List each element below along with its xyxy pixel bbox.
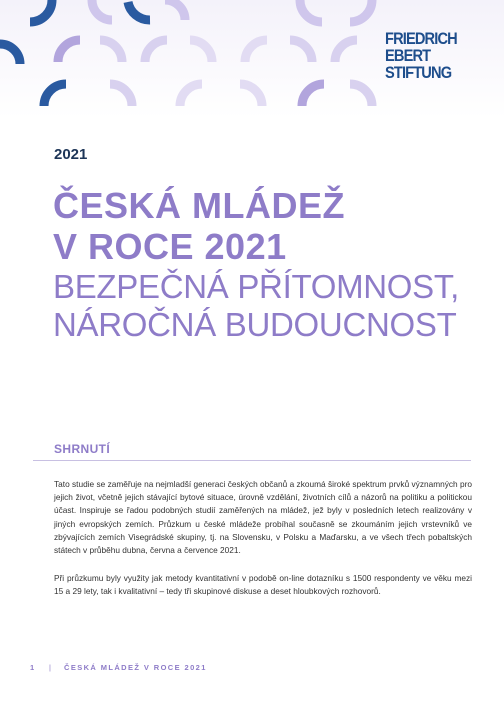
header-decoration	[0, 0, 504, 118]
arc-shape	[350, 84, 372, 106]
page-footer	[0, 663, 504, 677]
title-line: ČESKÁ MLÁDEŽ	[53, 185, 345, 226]
logo-line: EBERT	[385, 46, 431, 65]
subtitle-line: NÁROČNÁ BUDOUCNOST	[53, 306, 457, 343]
document-title	[53, 185, 483, 267]
fes-logo	[385, 30, 462, 81]
arc-shape	[100, 40, 122, 62]
arc-shape	[300, 0, 322, 22]
arc-shape	[44, 84, 66, 106]
summary-paragraph: Tato studie se zaměřuje na nejmladší generaci českých občanů a zkoumá široké spektrum prvků významných pro jejich život, včetně jejich stávající bytové situace, úrovně vzdělání, životních cílů a názorů na politiku a politickou účast. Inspiruje se řadou podobných studií zaměřených na mládež, jež byly v posledních letech realizovány v jiných evropských zemích. Průzkum u české mládeže probíhal současně se zkoumáním jejich vrstevníků ve zbývajících zemích Visegrádské skupiny, tj. na Slovensku, v Polsku a Maďarsku, a ve všech třech pobaltských státech v průběhu dubna, června a července 2021.	[54, 479, 472, 556]
summary-heading: SHRNUTÍ	[54, 442, 111, 456]
arc-shape	[128, 2, 150, 20]
subtitle-line: BEZPEČNÁ PŘÍTOMNOST,	[53, 268, 459, 305]
arc-shape	[110, 84, 132, 106]
publication-year: 2021	[54, 146, 88, 163]
document-subtitle	[53, 268, 493, 344]
section-divider	[33, 460, 471, 461]
page-number: 1	[30, 663, 36, 672]
arc-shape	[0, 44, 20, 64]
arc-shape	[190, 40, 212, 62]
logo-line: FRIEDRICH	[385, 29, 457, 48]
arc-shape	[245, 40, 267, 62]
running-title: ČESKÁ MLÁDEŽ V ROCE 2021	[64, 663, 207, 672]
arc-shape	[240, 84, 262, 106]
title-line: V ROCE 2021	[53, 226, 287, 267]
arc-shape	[335, 40, 357, 62]
arc-shape	[165, 0, 185, 20]
summary-paragraph: Při průzkumu byly využity jak metody kvantitativní v podobě on-line dotazníku s 1500 respondenty ve věku mezi 15 a 29 lety, tak i kvalitativní – tedy tři skupinové diskuse a deset hloubkových rozhovorů.	[54, 573, 472, 597]
arc-shape	[92, 0, 112, 20]
arc-shape	[350, 0, 372, 22]
logo-line: STIFTUNG	[385, 63, 452, 82]
arc-shape	[290, 40, 312, 62]
arc-shape	[58, 40, 80, 62]
arc-shape	[302, 84, 324, 106]
arc-shape	[180, 84, 202, 106]
arc-shape	[30, 0, 52, 22]
footer-separator: |	[49, 663, 53, 672]
arc-shape	[145, 40, 167, 62]
